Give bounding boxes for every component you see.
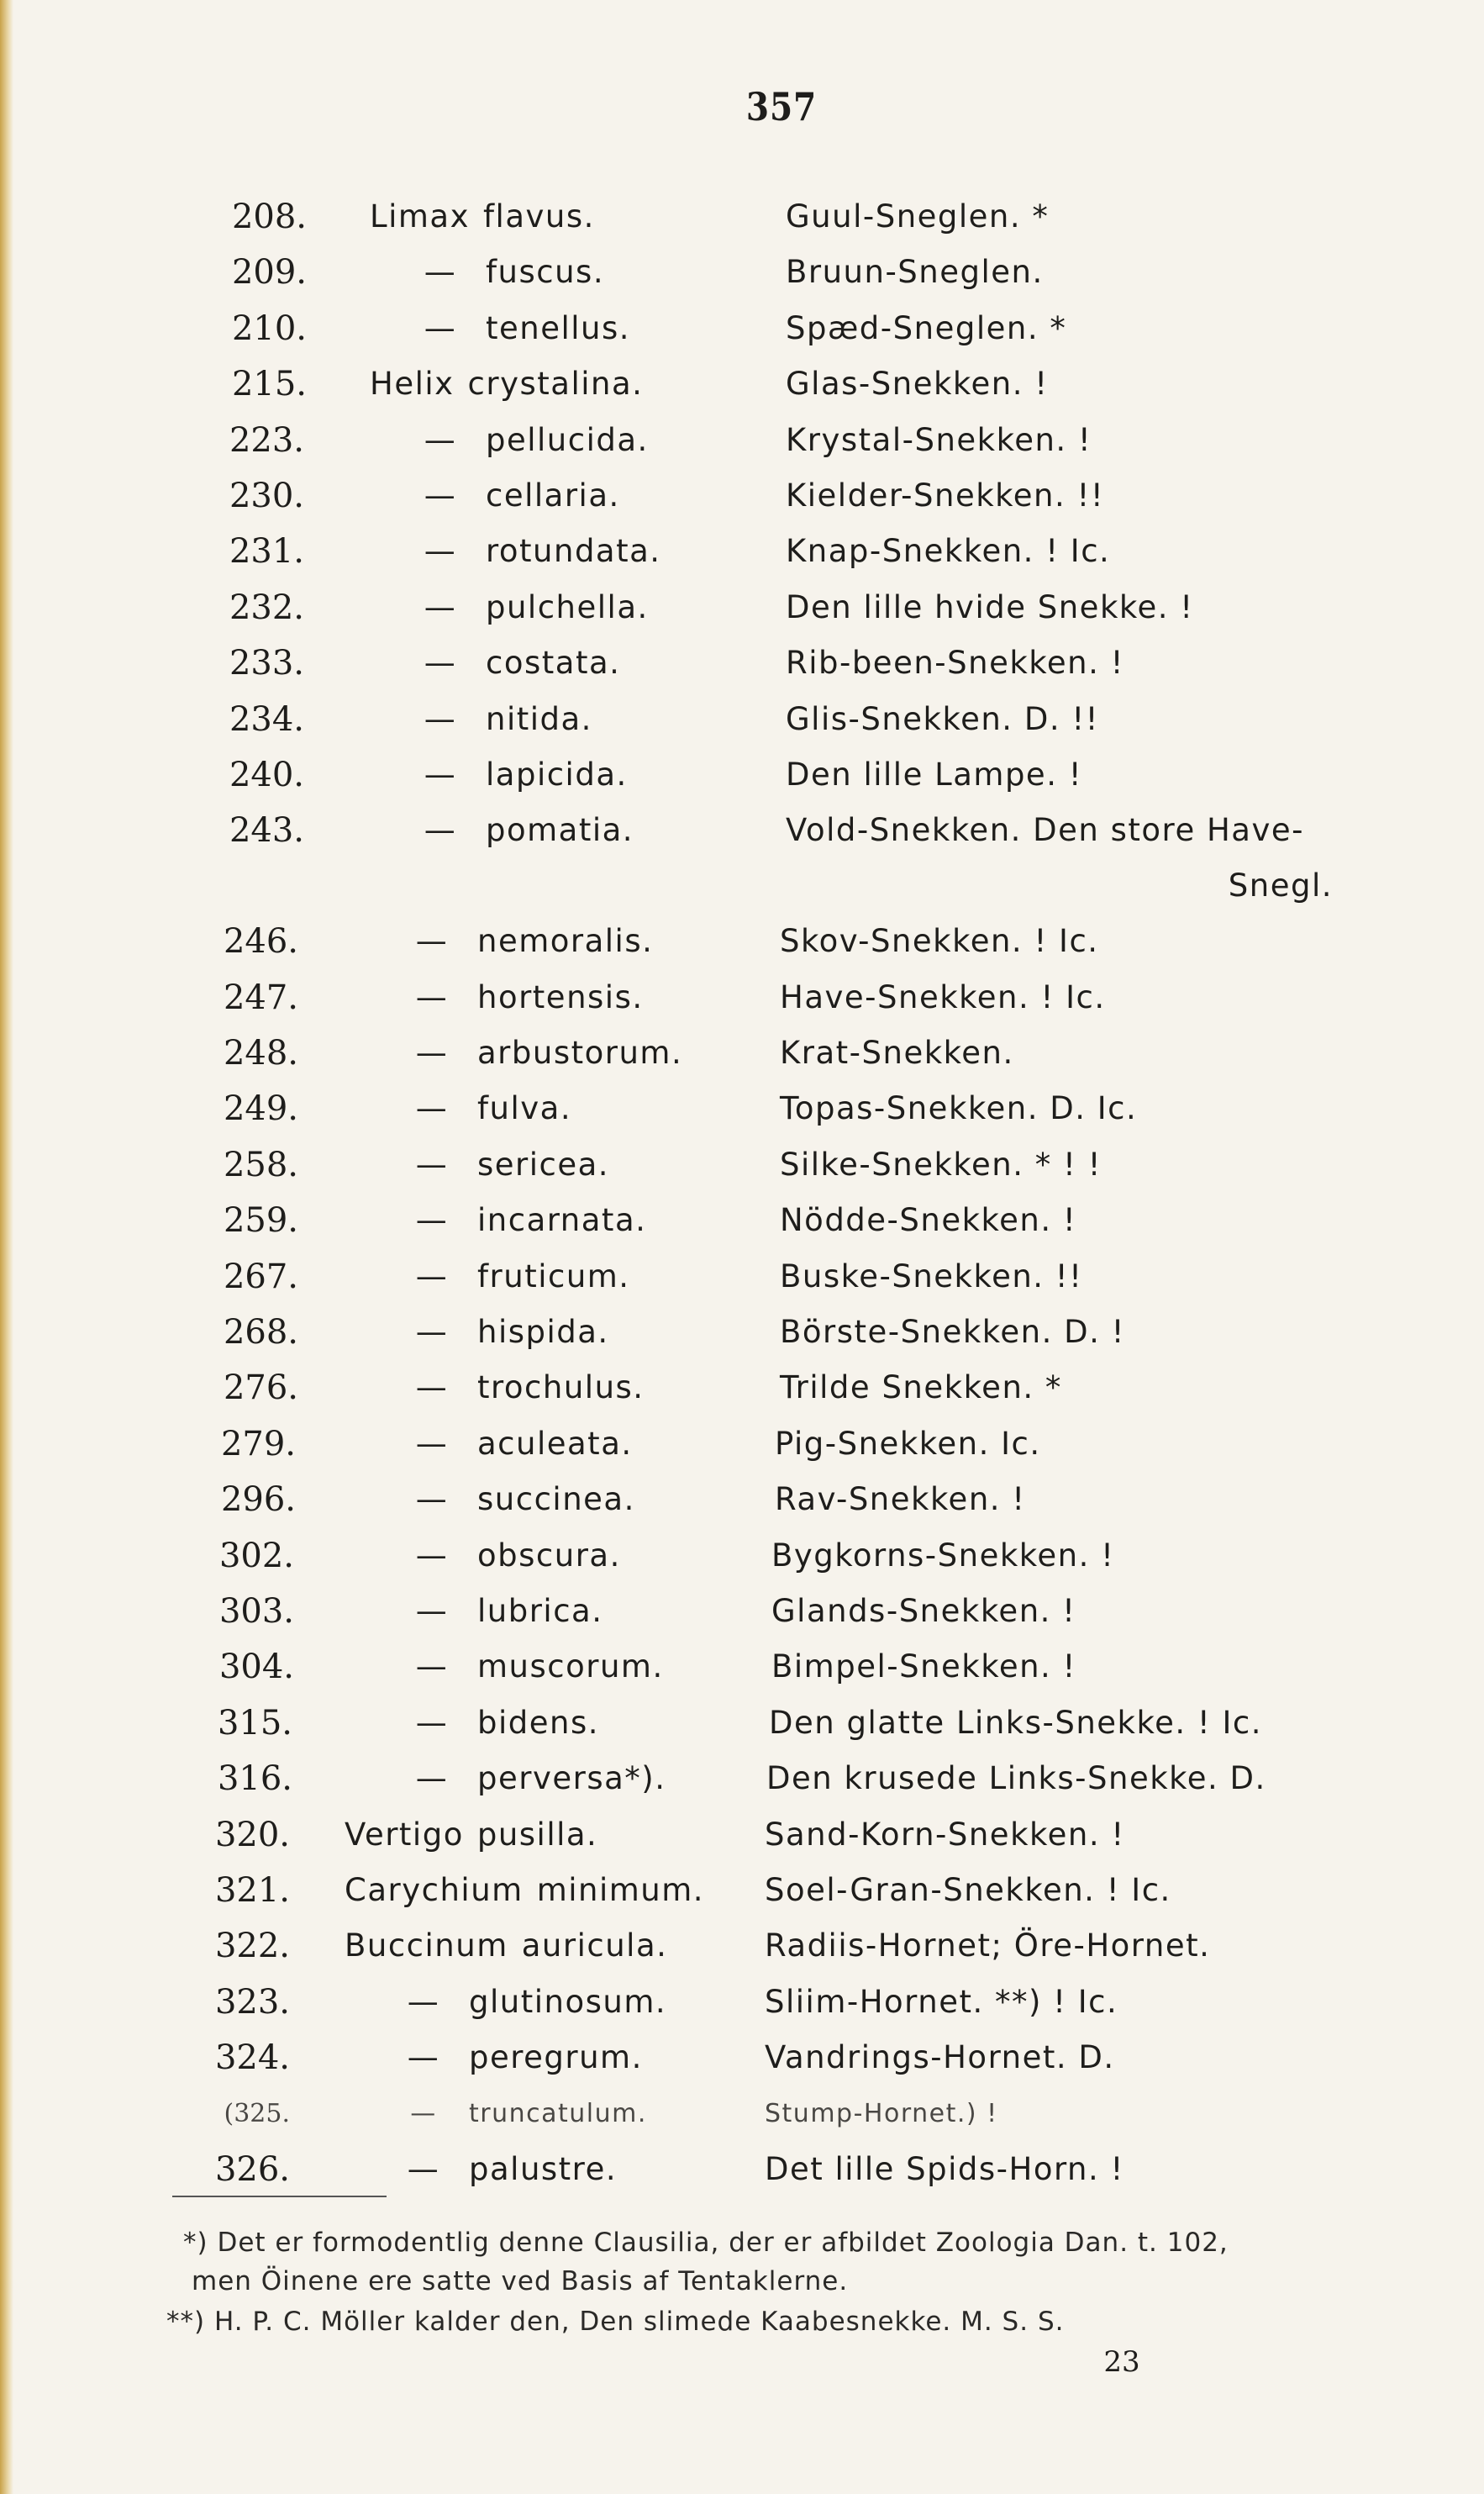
entry-row	[0, 1472, 1484, 1527]
ditto-dash: —	[415, 1369, 449, 1406]
latin-name	[370, 189, 595, 245]
entry-row	[0, 1137, 1484, 1193]
entry-number: 320.	[214, 1815, 290, 1854]
entry-row	[0, 1360, 1484, 1416]
danish-name: Glas-Snekken. !	[786, 366, 1049, 403]
latin-name	[395, 692, 592, 747]
ditto-dash: —	[415, 1537, 449, 1574]
danish-name: Skov-Snekken. ! Ic.	[780, 923, 1099, 960]
entry-row	[0, 1639, 1484, 1695]
danish-name: Buske-Snekken. !!	[780, 1258, 1083, 1294]
latin-name	[395, 245, 604, 300]
species-name: bidens.	[477, 1704, 600, 1741]
species-name: minimum.	[536, 1871, 705, 1908]
latin-name	[387, 1249, 630, 1305]
entry-row	[0, 1249, 1484, 1305]
entry-number: 230.	[229, 476, 304, 515]
ditto-dash: —	[424, 309, 457, 346]
entry-number: 268.	[223, 1313, 298, 1352]
ditto-dash: —	[407, 1983, 440, 2020]
entry-number: 279.	[220, 1424, 296, 1463]
entry-number: 304.	[218, 1648, 294, 1687]
danish-name: Det lille Spids-Horn. !	[765, 2150, 1124, 2187]
ditto-dash: —	[407, 2150, 440, 2187]
entry-number: 231.	[229, 532, 304, 572]
entry-row	[0, 189, 1484, 245]
danish-name: Bygkorns-Snekken. !	[771, 1537, 1115, 1574]
ditto-dash: —	[424, 700, 457, 737]
footnote-2: **) H. P. C. Möller kalder den, Den slimede Kaabesnekke. M. S. S.	[166, 2307, 1065, 2337]
danish-name: Kielder-Snekken. !!	[786, 477, 1105, 514]
danish-name: Krat-Snekken.	[780, 1035, 1014, 1072]
danish-name: Den lille Lampe. !	[786, 756, 1083, 793]
danish-name: Glis-Snekken. D. !!	[786, 700, 1100, 737]
species-name: rotundata.	[486, 533, 661, 570]
species-name: peregrum.	[469, 2039, 643, 2076]
danish-name: Soel-Gran-Snekken. ! Ic.	[765, 1871, 1171, 1908]
species-name: glutinosum.	[469, 1983, 667, 2020]
species-name: pulchella.	[486, 588, 649, 625]
entry-number: 302.	[218, 1536, 294, 1575]
entry-row	[0, 692, 1484, 747]
danish-name: Spæd-Sneglen. *	[786, 309, 1067, 346]
entry-number: 296.	[220, 1480, 296, 1520]
entry-number: 248.	[223, 1034, 298, 1073]
entry-number: 276.	[223, 1368, 298, 1408]
ditto-dash: —	[415, 1425, 449, 1462]
danish-name: Guul-Sneglen. *	[786, 198, 1050, 235]
species-name: pomatia.	[486, 812, 634, 849]
latin-name	[378, 2086, 647, 2142]
latin-name	[387, 1416, 633, 1472]
danish-name: Stump-Hornet.) !	[765, 2098, 998, 2128]
latin-name	[387, 1695, 599, 1751]
latin-name	[345, 1863, 704, 1918]
species-name: perversa*).	[477, 1760, 666, 1797]
entry-row	[0, 2086, 1484, 2142]
entry-row	[0, 803, 1484, 914]
danish-name: Rib-been-Snekken. !	[786, 645, 1124, 682]
latin-name	[378, 2030, 643, 2085]
footnote-1-line-1: *) Det er formodentlig denne Clausilia, der er afbildet Zoologia Dan. t. 102,	[183, 2228, 1229, 2258]
latin-name	[387, 1137, 609, 1193]
latin-name	[387, 1528, 621, 1584]
danish-name: Silke-Snekken. * ! !	[780, 1146, 1102, 1183]
entry-row	[0, 1528, 1484, 1584]
latin-name	[387, 1305, 609, 1360]
species-list	[0, 189, 1484, 2197]
latin-name	[345, 1918, 667, 1974]
species-name: costata.	[486, 645, 621, 682]
entry-number: 249.	[223, 1089, 298, 1129]
ditto-dash: —	[424, 477, 457, 514]
latin-name	[395, 747, 628, 803]
danish-name: Radiis-Hornet; Öre-Hornet.	[765, 1927, 1211, 1964]
latin-name	[378, 1975, 666, 2030]
entry-row	[0, 2142, 1484, 2197]
latin-name	[387, 1751, 666, 1806]
ditto-dash: —	[415, 978, 449, 1015]
entry-row	[0, 970, 1484, 1026]
genus-name: Helix	[370, 366, 455, 403]
ditto-dash: —	[415, 1258, 449, 1294]
ditto-dash: —	[407, 2039, 440, 2076]
species-name: hortensis.	[477, 978, 644, 1015]
footnote-rule	[172, 2196, 387, 2197]
entry-number: 233.	[229, 644, 304, 683]
page-number: 357	[745, 84, 818, 129]
entry-row	[0, 1026, 1484, 1081]
danish-name: Glands-Snekken. !	[771, 1592, 1076, 1629]
danish-name: Sliim-Hornet. **) ! Ic.	[765, 1983, 1118, 2020]
entry-number: 247.	[223, 978, 298, 1017]
entry-row	[0, 468, 1484, 524]
species-name: lapicida.	[486, 756, 628, 793]
entry-number: 210.	[231, 308, 307, 348]
danish-name: Knap-Snekken. ! Ic.	[786, 533, 1111, 570]
ditto-dash: —	[424, 812, 457, 849]
ditto-dash: —	[415, 1035, 449, 1072]
species-name: cellaria.	[486, 477, 620, 514]
entry-number: 208.	[231, 198, 307, 236]
entry-row	[0, 1863, 1484, 1918]
latin-name	[395, 524, 661, 579]
ditto-dash: —	[415, 923, 449, 960]
danish-name: Sand-Korn-Snekken. !	[765, 1816, 1125, 1853]
entry-number: 223.	[229, 420, 304, 460]
entry-row	[0, 1975, 1484, 2030]
latin-name	[387, 914, 653, 969]
latin-name	[370, 356, 643, 412]
entry-number: 258.	[223, 1145, 298, 1184]
entry-number: 215.	[231, 365, 307, 404]
entry-number: 246.	[223, 922, 298, 962]
entry-row	[0, 1918, 1484, 1974]
latin-name	[395, 301, 630, 356]
species-name: fruticum.	[477, 1258, 630, 1294]
latin-name	[395, 468, 620, 524]
entry-row	[0, 1193, 1484, 1248]
species-name: truncatulum.	[469, 2098, 647, 2128]
entry-number: 322.	[214, 1927, 290, 1966]
entry-number: 323.	[214, 1982, 290, 2022]
signature-number: 23	[1103, 2345, 1140, 2379]
latin-name	[395, 803, 634, 858]
danish-name: Topas-Snekken. D. Ic.	[780, 1090, 1138, 1127]
ditto-dash: —	[415, 1314, 449, 1351]
latin-name	[387, 1639, 664, 1695]
entry-number: 303.	[218, 1591, 294, 1631]
entry-number: 267.	[223, 1257, 298, 1296]
entry-row	[0, 580, 1484, 635]
ditto-dash: —	[424, 588, 457, 625]
entry-row	[0, 635, 1484, 691]
genus-name: Carychium	[345, 1871, 524, 1908]
entry-number: 259.	[223, 1201, 298, 1241]
species-name: aculeata.	[477, 1425, 633, 1462]
entry-row	[0, 1695, 1484, 1751]
entry-row	[0, 301, 1484, 356]
latin-name	[387, 1026, 682, 1081]
danish-name: Have-Snekken. ! Ic.	[780, 978, 1106, 1015]
genus-name: Limax	[370, 198, 471, 235]
danish-name: Den krusede Links-Snekke. D.	[766, 1760, 1266, 1797]
entry-row	[0, 1081, 1484, 1136]
species-name: sericea.	[477, 1146, 610, 1183]
species-name: palustre.	[469, 2150, 618, 2187]
ditto-dash: —	[424, 254, 457, 291]
species-name: hispida.	[477, 1314, 609, 1351]
entry-number: 240.	[229, 755, 304, 794]
danish-name: Börste-Snekken. D. !	[780, 1314, 1125, 1351]
entry-row	[0, 1751, 1484, 1806]
ditto-dash: —	[415, 1146, 449, 1183]
species-name: crystalina.	[467, 366, 644, 403]
danish-name: Pig-Snekken. Ic.	[775, 1425, 1041, 1462]
danish-name: Vandrings-Hornet. D.	[765, 2039, 1115, 2076]
ditto-dash: —	[410, 2098, 437, 2128]
entry-number: 234.	[229, 699, 304, 739]
footnote-1-line-2: men Öinene ere satte ved Basis af Tentaklerne.	[192, 2266, 849, 2296]
entry-row	[0, 747, 1484, 803]
entry-row	[0, 356, 1484, 412]
entry-number: 315.	[217, 1703, 292, 1743]
entry-row	[0, 2030, 1484, 2085]
entry-row	[0, 245, 1484, 300]
genus-name: Vertigo	[345, 1816, 464, 1853]
species-name: nemoralis.	[477, 923, 654, 960]
latin-name	[395, 635, 620, 691]
danish-name: Vold-Snekken. Den store Have-	[786, 812, 1304, 849]
danish-name-continuation: Snegl.	[1228, 867, 1333, 904]
danish-name: Bimpel-Snekken. !	[771, 1648, 1076, 1685]
entry-row	[0, 1305, 1484, 1360]
entry-row	[0, 524, 1484, 579]
species-name: arbustorum.	[477, 1035, 683, 1072]
entry-number: 324.	[214, 2038, 290, 2078]
latin-name	[345, 1807, 597, 1863]
latin-name	[387, 1584, 603, 1639]
danish-name: Rav-Snekken. !	[775, 1481, 1026, 1518]
latin-name	[395, 413, 649, 468]
species-name: fuscus.	[486, 254, 605, 291]
ditto-dash: —	[415, 1202, 449, 1239]
entry-row	[0, 1416, 1484, 1472]
species-name: incarnata.	[477, 1202, 647, 1239]
latin-name	[387, 1193, 646, 1248]
ditto-dash: —	[415, 1481, 449, 1518]
entry-row	[0, 1807, 1484, 1863]
danish-name: Bruun-Sneglen.	[786, 254, 1044, 291]
danish-name: Nödde-Snekken. !	[780, 1202, 1077, 1239]
genus-name: Buccinum	[345, 1927, 508, 1964]
ditto-dash: —	[415, 1760, 449, 1797]
latin-name	[387, 1472, 635, 1527]
ditto-dash: —	[424, 533, 457, 570]
species-name: lubrica.	[477, 1592, 603, 1629]
ditto-dash: —	[424, 421, 457, 458]
entry-number: 321.	[214, 1870, 290, 1910]
ditto-dash: —	[415, 1090, 449, 1127]
ditto-dash: —	[415, 1704, 449, 1741]
latin-name	[387, 970, 644, 1026]
species-name: pellucida.	[486, 421, 649, 458]
species-name: succinea.	[477, 1481, 635, 1518]
species-name: fulva.	[477, 1090, 572, 1127]
entry-number: 209.	[231, 253, 307, 293]
danish-name: Krystal-Snekken. !	[786, 421, 1092, 458]
species-name: nitida.	[486, 700, 592, 737]
ditto-dash: —	[424, 645, 457, 682]
species-name: obscura.	[477, 1537, 621, 1574]
latin-name	[387, 1081, 571, 1136]
danish-name: Trilde Snekken. *	[780, 1369, 1062, 1406]
entry-number: 326.	[214, 2149, 290, 2189]
species-name: trochulus.	[477, 1369, 645, 1406]
latin-name	[387, 1360, 645, 1416]
ditto-dash: —	[415, 1592, 449, 1629]
danish-name: Den lille hvide Snekke. !	[786, 588, 1194, 625]
entry-number: 243.	[229, 811, 304, 851]
species-name: auricula.	[521, 1927, 668, 1964]
entry-number: (325.	[224, 2098, 290, 2128]
species-name: muscorum.	[477, 1648, 664, 1685]
danish-name: Den glatte Links-Snekke. ! Ic.	[769, 1704, 1262, 1741]
species-name: flavus.	[483, 198, 595, 235]
entry-row	[0, 413, 1484, 468]
latin-name	[378, 2142, 617, 2197]
entry-row	[0, 1584, 1484, 1639]
latin-name	[395, 580, 649, 635]
species-name: pusilla.	[476, 1816, 598, 1853]
ditto-dash: —	[424, 756, 457, 793]
entry-number: 316.	[217, 1759, 292, 1799]
species-name: tenellus.	[486, 309, 631, 346]
entry-number: 232.	[229, 588, 304, 627]
entry-row	[0, 914, 1484, 969]
ditto-dash: —	[415, 1648, 449, 1685]
